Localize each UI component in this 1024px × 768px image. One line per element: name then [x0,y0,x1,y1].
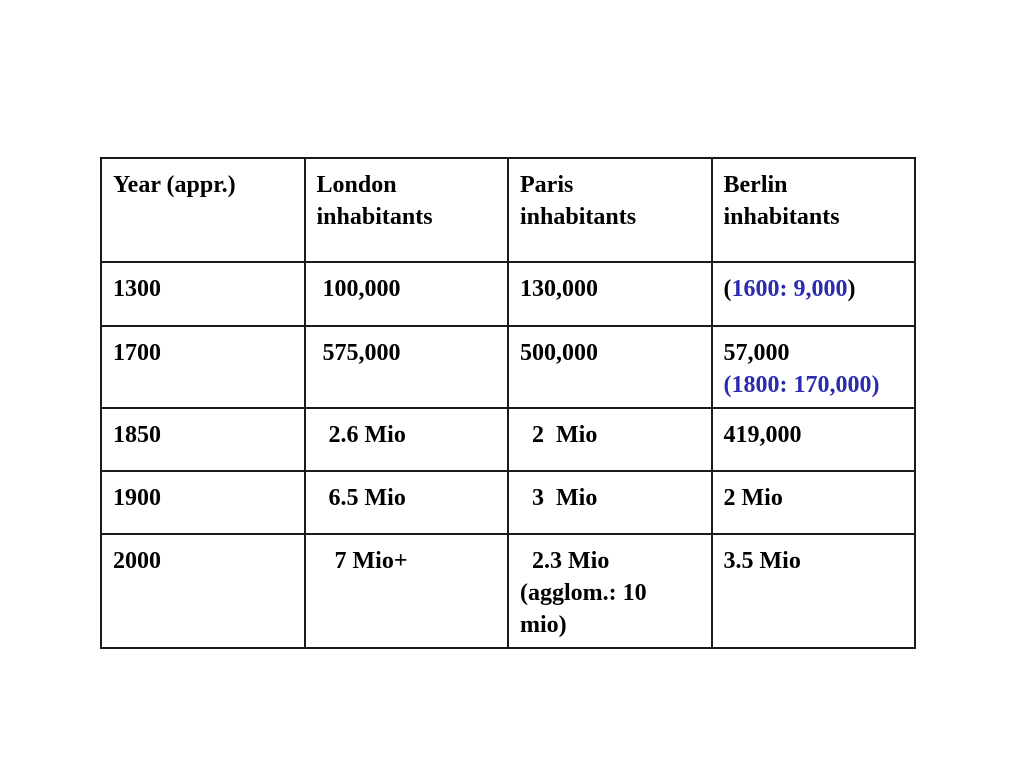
cell-year [101,534,305,648]
berlin-value: 57,000 [723,340,790,366]
cell-berlin [712,262,916,326]
london-value: 575,000 [316,340,401,366]
table-header-row [101,158,915,262]
cell-london [305,471,509,534]
table-row [101,262,915,326]
year-value: 1300 [113,276,161,302]
cell-year [101,326,305,408]
header-berlin-line1: Berlin [723,172,788,198]
paris-value: 130,000 [520,276,598,302]
berlin-paren-close: ) [847,276,856,302]
cell-london [305,326,509,408]
cell-year [101,408,305,471]
berlin-note: 1800: 170,000 [731,372,872,398]
year-value: 1700 [113,340,161,366]
london-value: 100,000 [316,276,401,302]
cell-berlin [712,534,916,648]
cell-london [305,534,509,648]
year-value: 2000 [113,548,161,574]
cell-london [305,262,509,326]
header-year-label: Year (appr.) [113,172,236,198]
london-value: 7 Mio+ [316,548,408,574]
year-value: 1900 [113,485,161,511]
header-london-line1: London [316,172,397,198]
table-row [101,408,915,471]
cell-berlin [712,408,916,471]
header-berlin-line2: inhabitants [723,204,840,230]
header-paris-line1: Paris [520,172,574,198]
population-table [100,157,916,649]
cell-berlin [712,471,916,534]
berlin-note: 1600: 9,000 [731,276,848,302]
table-row [101,471,915,534]
berlin-note-paren-close: ) [871,372,880,398]
cell-paris [508,262,712,326]
paris-value-line1: 2.3 Mio [520,548,610,574]
berlin-value: 2 Mio [723,485,783,511]
paris-value: 500,000 [520,340,598,366]
cell-year [101,471,305,534]
cell-london [305,408,509,471]
table-row [101,534,915,648]
year-value: 1850 [113,422,161,448]
cell-berlin [712,326,916,408]
cell-paris [508,326,712,408]
header-berlin [712,158,916,262]
berlin-value: 3.5 Mio [723,548,801,574]
header-paris [508,158,712,262]
london-value: 2.6 Mio [316,422,406,448]
header-year [101,158,305,262]
cell-paris [508,471,712,534]
cell-paris [508,534,712,648]
paris-value-line3: mio) [520,612,567,638]
berlin-paren-open: ( [723,276,732,302]
paris-value-line2: (agglom.: 10 [520,580,647,606]
cell-paris [508,408,712,471]
header-london-line2: inhabitants [316,204,433,230]
table-row [101,326,915,408]
header-paris-line2: inhabitants [520,204,637,230]
london-value: 6.5 Mio [316,485,406,511]
paris-value: 3 Mio [520,485,598,511]
cell-year [101,262,305,326]
header-london [305,158,509,262]
berlin-value: 419,000 [723,422,802,448]
paris-value: 2 Mio [520,422,598,448]
berlin-note-paren-open: ( [723,372,732,398]
